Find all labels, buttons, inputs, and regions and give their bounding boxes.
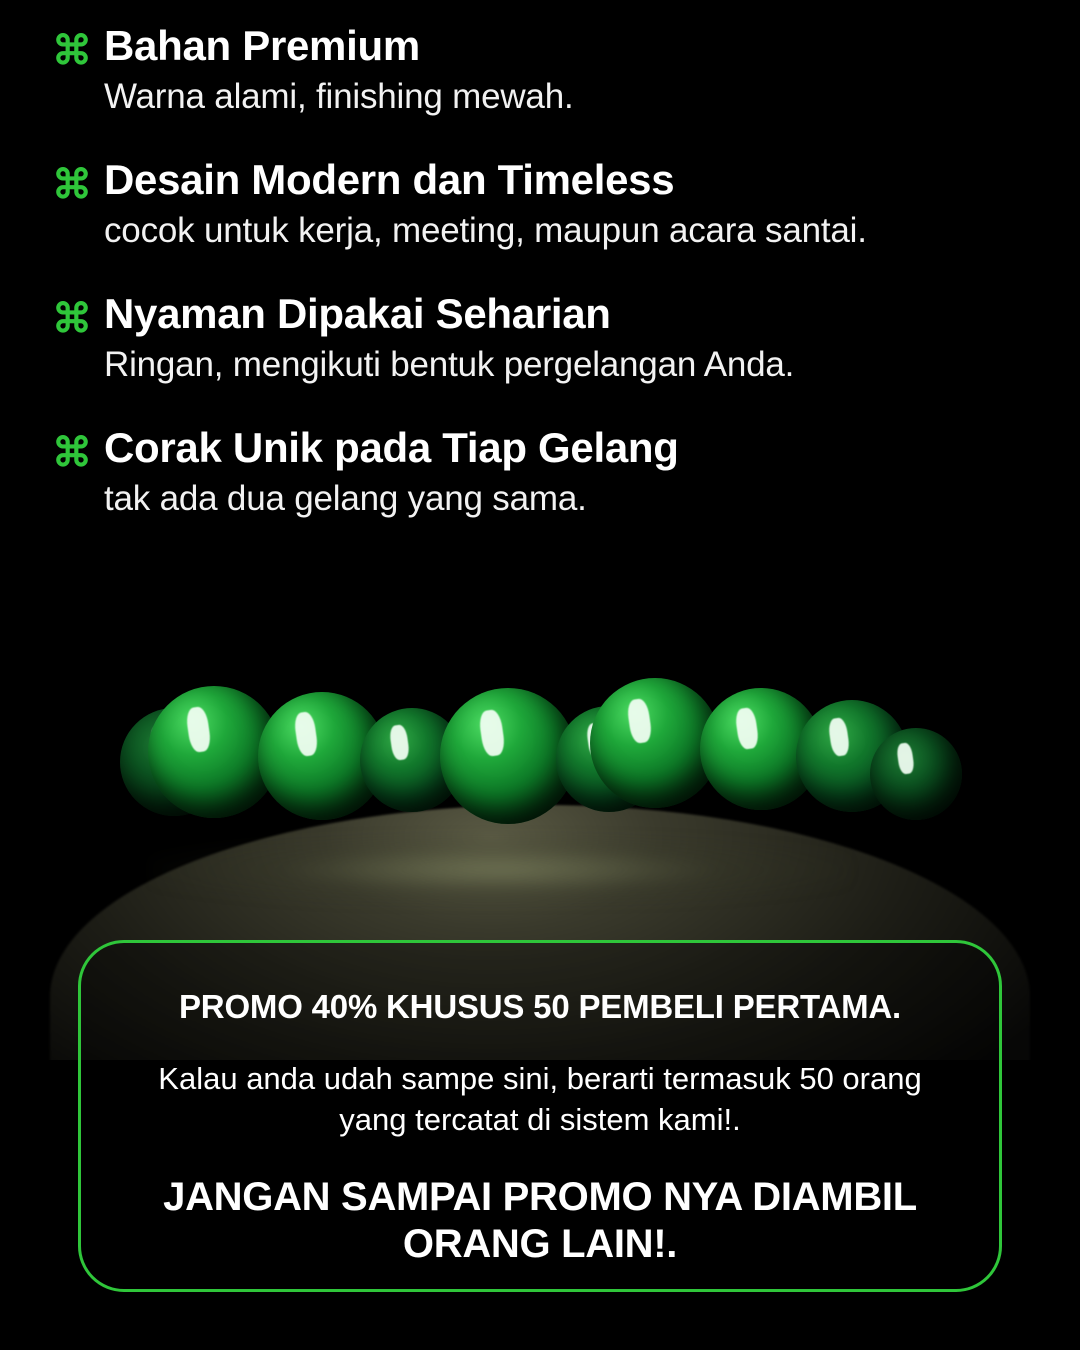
command-bullet-icon: ⌘ [52,162,92,207]
feature-title: Nyaman Dipakai Seharian [104,289,611,337]
feature-subtitle: tak ada dua gelang yang sama. [104,478,587,518]
feature-item [52,22,1036,118]
feature-subtitle: cocok untuk kerja, meeting, maupun acara santai. [104,210,867,250]
feature-subtitle: Ringan, mengikuti bentuk pergelangan Anda. [104,344,795,384]
feature-list [0,22,1080,520]
feature-subtitle: Warna alami, finishing mewah. [104,76,574,116]
bead [870,728,962,820]
feature-text [104,424,1036,520]
feature-text [104,156,1036,252]
command-bullet-icon: ⌘ [52,430,92,475]
command-bullet-icon: ⌘ [52,29,92,73]
promo-body: Kalau anda udah sampe sini, berarti termasuk 50 orang yang tercatat di sistem kami!. [158,1060,922,1137]
promo-headline: PROMO 40% KHUSUS 50 PEMBELI PERTAMA. [179,988,901,1025]
feature-text [104,22,1036,118]
promo-cta: JANGAN SAMPAI PROMO NYA DIAMBIL ORANG LAIN!. [163,1175,917,1266]
promo-box [78,940,1002,1292]
feature-text [104,290,1036,386]
feature-title: Bahan Premium [104,22,420,69]
command-bullet-icon: ⌘ [52,296,92,341]
feature-item [52,424,1036,520]
feature-item [52,156,1036,252]
feature-item [52,290,1036,386]
feature-title: Desain Modern dan Timeless [104,155,675,203]
feature-title: Corak Unik pada Tiap Gelang [104,423,679,471]
bracelet-beads [0,630,1080,890]
